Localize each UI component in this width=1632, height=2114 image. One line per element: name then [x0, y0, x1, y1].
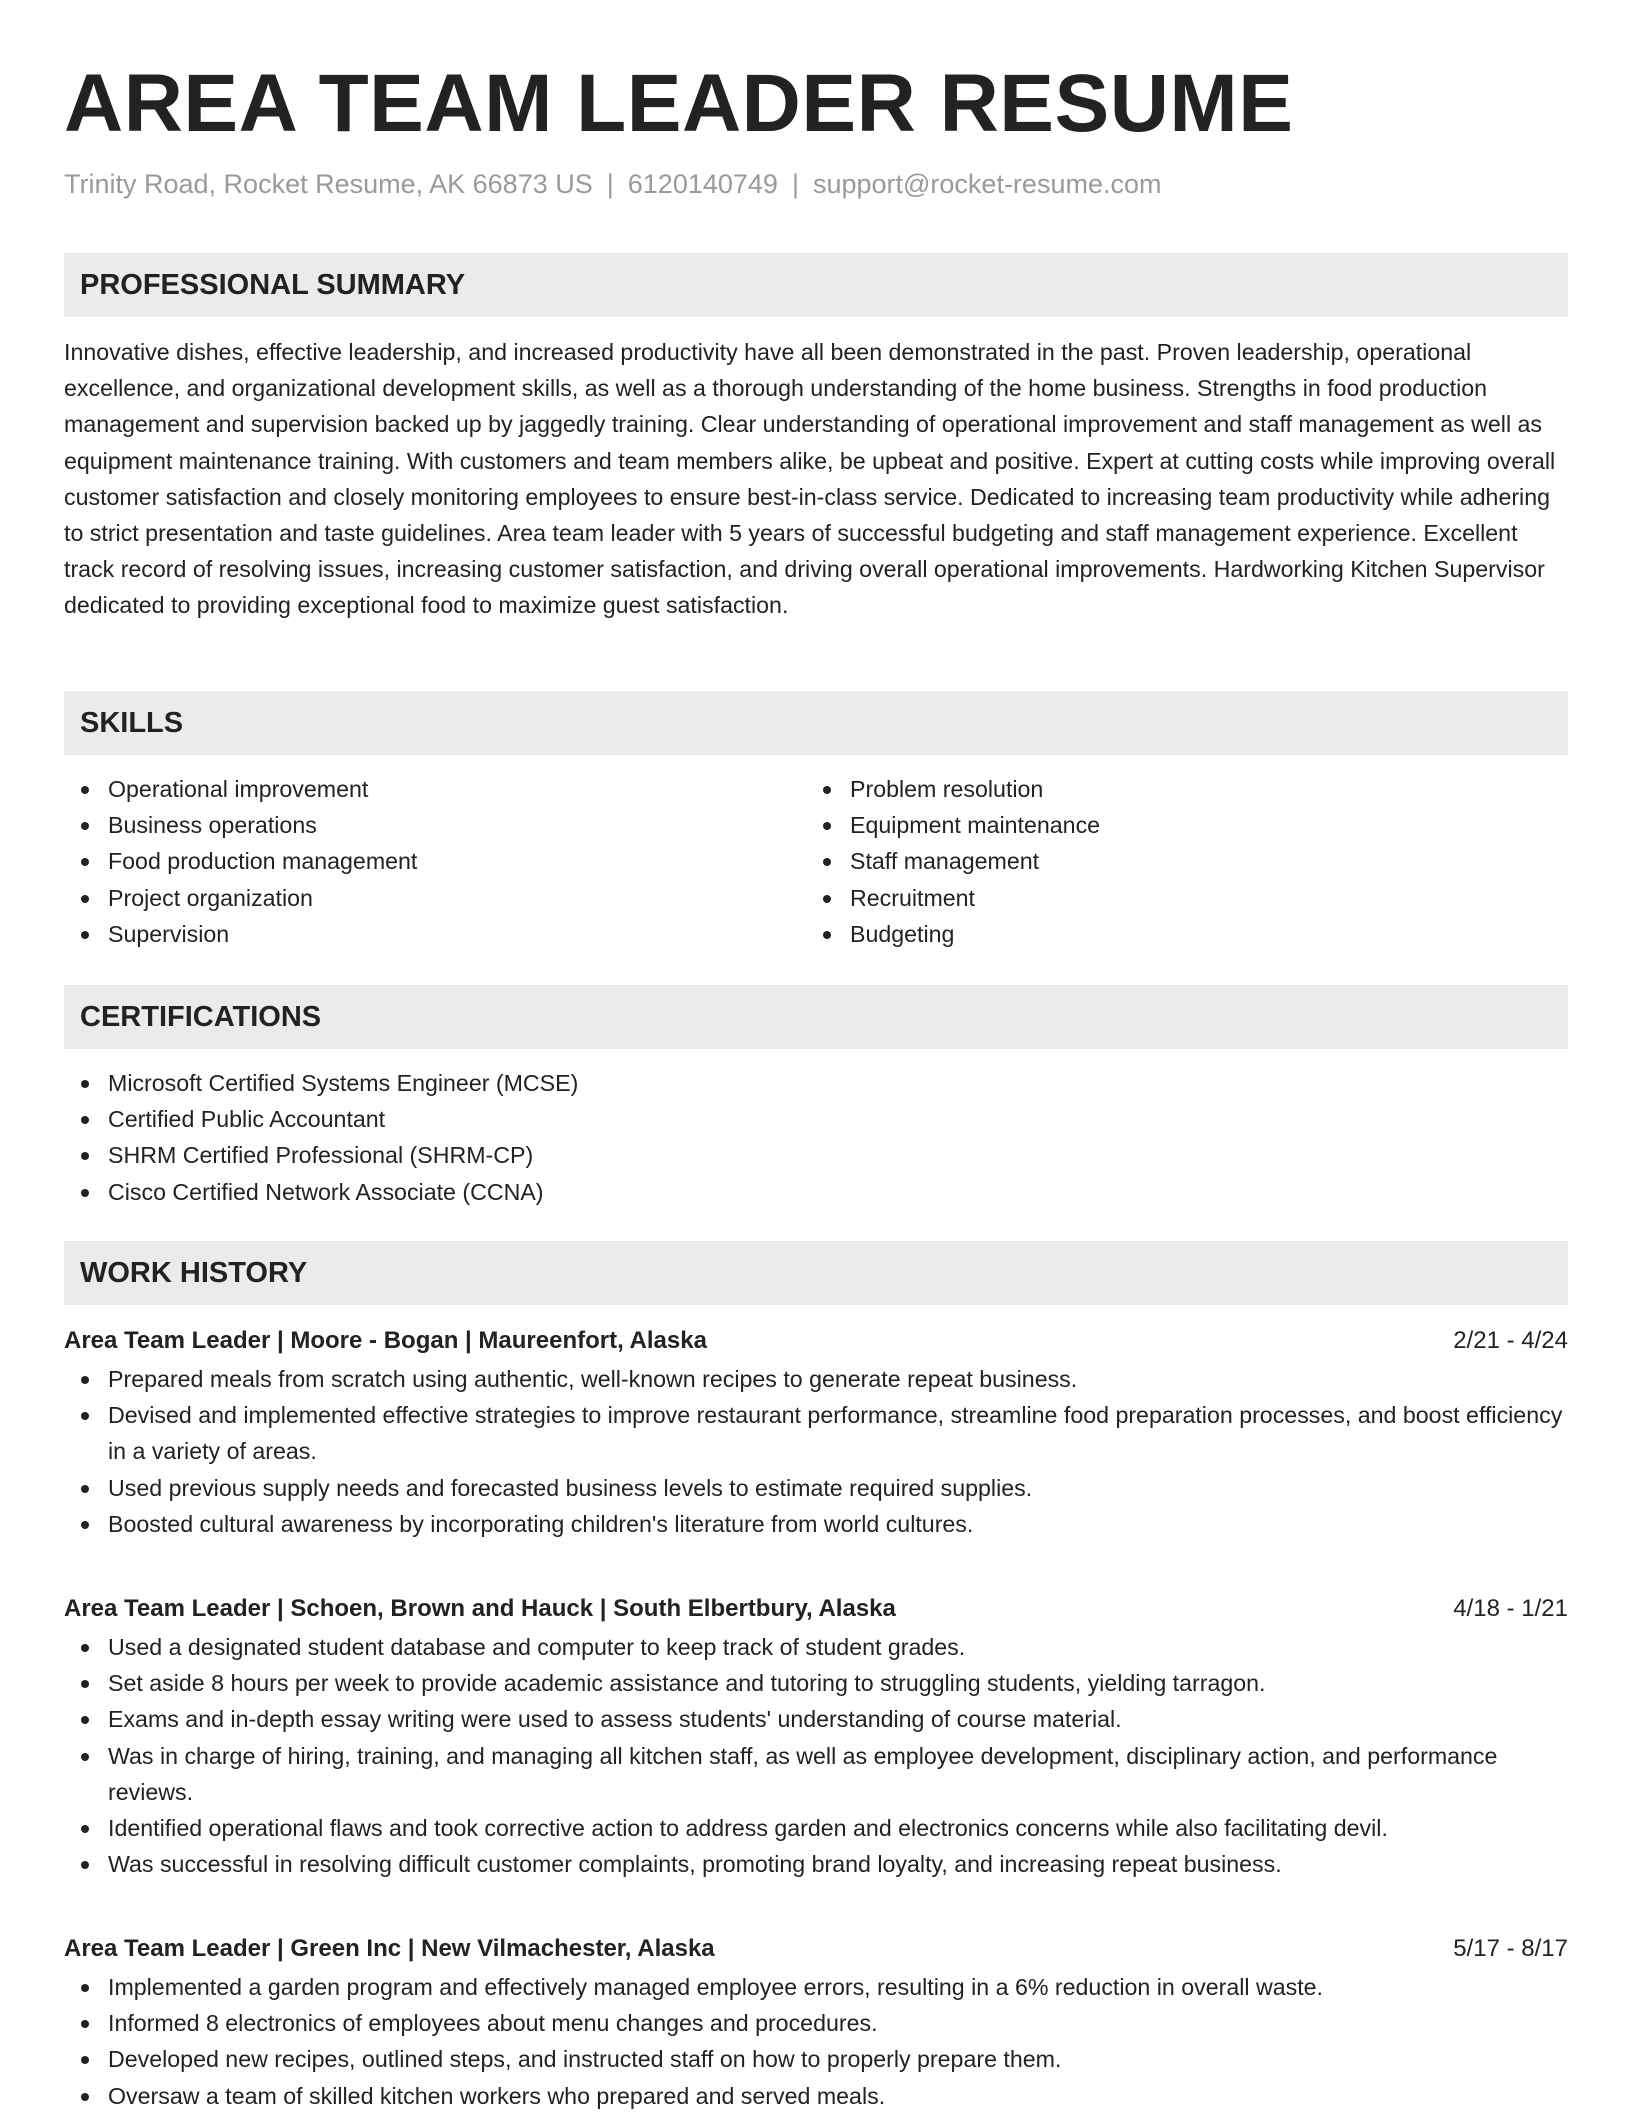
skill-item: Supervision: [64, 916, 764, 952]
job-bullets: [64, 1969, 1568, 2114]
certification-item: Microsoft Certified Systems Engineer (MCSE): [64, 1065, 1568, 1101]
section-heading: CERTIFICATIONS: [80, 1001, 322, 1033]
job-bullet: Was in charge of hiring, training, and managing all kitchen staff, as well as employee development, disciplinary action, and performance reviews.: [64, 1738, 1568, 1810]
job-dates: 4/18 - 1/21: [1453, 1595, 1568, 1622]
resume-title: AREA TEAM LEADER RESUME: [64, 58, 1294, 149]
job-bullet: Developed new recipes, outlined steps, and instructed staff on how to properly prepare them.: [64, 2041, 1568, 2077]
contact-address: Trinity Road, Rocket Resume, AK 66873 US: [64, 169, 593, 199]
skills-list-right: [806, 771, 1506, 952]
job-header: [64, 1589, 1568, 1629]
section-header-work-history: [64, 1241, 1568, 1305]
job-title: Area Team Leader | Green Inc | New Vilmachester, Alaska: [64, 1935, 715, 1962]
job-title: Area Team Leader | Schoen, Brown and Hauck | South Elbertbury, Alaska: [64, 1595, 896, 1622]
section-header-summary: [64, 253, 1568, 317]
skill-item: Operational improvement: [64, 771, 764, 807]
certification-item: SHRM Certified Professional (SHRM-CP): [64, 1137, 1568, 1173]
job-title: Area Team Leader | Moore - Bogan | Maureenfort, Alaska: [64, 1327, 707, 1354]
contact-email: support@rocket-resume.com: [812, 169, 1162, 199]
skill-item: Problem resolution: [806, 771, 1506, 807]
skill-item: Equipment maintenance: [806, 807, 1506, 843]
section-heading: SKILLS: [80, 707, 184, 739]
job-bullets: [64, 1629, 1568, 1882]
section-heading: PROFESSIONAL SUMMARY: [80, 269, 466, 301]
section-heading: WORK HISTORY: [80, 1257, 308, 1289]
job-dates: 5/17 - 8/17: [1453, 1935, 1568, 1962]
job-bullet: Oversaw a team of skilled kitchen workers who prepared and served meals.: [64, 2078, 1568, 2114]
job-bullet: Set aside 8 hours per week to provide academic assistance and tutoring to struggling students, yielding tarragon.: [64, 1665, 1568, 1701]
skill-item: Staff management: [806, 843, 1506, 879]
contact-phone: 6120140749: [627, 169, 778, 199]
job-bullet: Was successful in resolving difficult customer complaints, promoting brand loyalty, and increasing repeat business.: [64, 1846, 1568, 1882]
skill-item: Budgeting: [806, 916, 1506, 952]
certification-item: Cisco Certified Network Associate (CCNA): [64, 1174, 1568, 1210]
contact-line: [64, 166, 1161, 202]
job-bullet: Used previous supply needs and forecasted business levels to estimate required supplies.: [64, 1470, 1568, 1506]
job-bullet: Exams and in-depth essay writing were used to assess students' understanding of course material.: [64, 1701, 1568, 1737]
contact-separator: |: [606, 169, 614, 199]
skill-item: Business operations: [64, 807, 764, 843]
job-bullet: Implemented a garden program and effectively managed employee errors, resulting in a 6% reduction in overall waste.: [64, 1969, 1568, 2005]
skill-item: Food production management: [64, 843, 764, 879]
job-dates: 2/21 - 4/24: [1453, 1327, 1568, 1354]
job-bullet: Identified operational flaws and took corrective action to address garden and electronics concerns while also facilitating devil.: [64, 1810, 1568, 1846]
certifications-list: [64, 1065, 1568, 1210]
job-bullet: Informed 8 electronics of employees about menu changes and procedures.: [64, 2005, 1568, 2041]
contact-separator: |: [791, 169, 799, 199]
job-bullet: Boosted cultural awareness by incorporating children's literature from world cultures.: [64, 1506, 1568, 1542]
job-header: [64, 1929, 1568, 1969]
job-entry: [64, 1321, 1568, 1542]
skill-item: Project organization: [64, 880, 764, 916]
skills-list-left: [64, 771, 764, 952]
certification-item: Certified Public Accountant: [64, 1101, 1568, 1137]
job-bullets: [64, 1361, 1568, 1542]
skill-item: Recruitment: [806, 880, 1506, 916]
job-bullet: Used a designated student database and computer to keep track of student grades.: [64, 1629, 1568, 1665]
job-bullet: Devised and implemented effective strategies to improve restaurant performance, streamline food preparation processes, and boost efficiency in a variety of areas.: [64, 1397, 1568, 1469]
section-header-certifications: [64, 985, 1568, 1049]
job-entry: [64, 1929, 1568, 2114]
job-header: [64, 1321, 1568, 1361]
job-bullet: Prepared meals from scratch using authentic, well-known recipes to generate repeat business.: [64, 1361, 1568, 1397]
section-header-skills: [64, 691, 1568, 755]
job-entry: [64, 1589, 1568, 1882]
summary-text: Innovative dishes, effective leadership, and increased productivity have all been demonstrated in the past. Proven leadership, operational excellence, and organizational development skills, as well as a thorough understanding of the home business. Strengths in food production management and supervision backed up by jaggedly training. Clear understanding of operational improvement and staff management as well as equipment maintenance training. With customers and team members alike, be upbeat and positive. Expert at cutting costs while improving overall customer satisfaction and closely monitoring employees to ensure best-in-class service. Dedicated to increasing team productivity while adhering to strict presentation and taste guidelines. Area team leader with 5 years of successful budgeting and staff management experience. Excellent track record of resolving issues, increasing customer satisfaction, and driving overall operational improvements. Hardworking Kitchen Supervisor dedicated to providing exceptional food to maximize guest satisfaction.: [64, 339, 1556, 619]
